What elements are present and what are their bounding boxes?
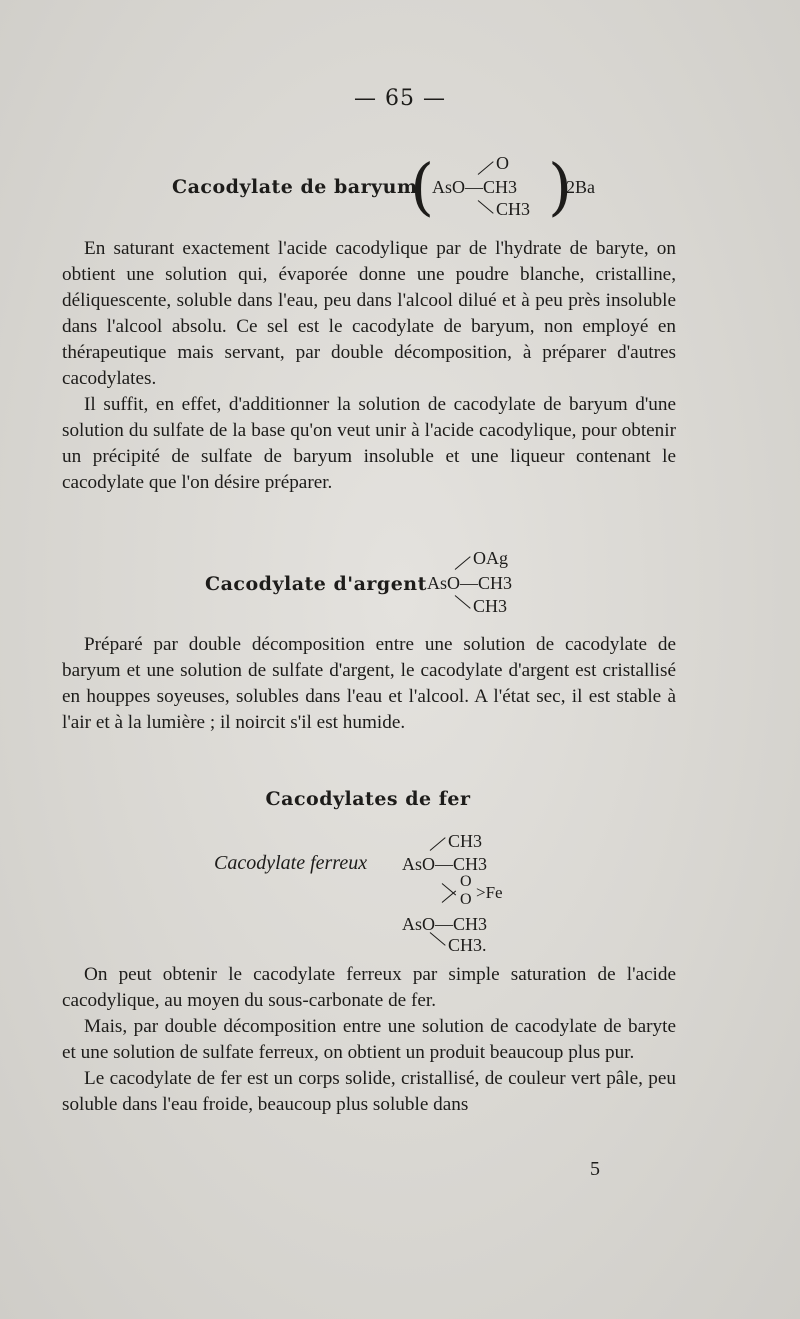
right-paren: ) bbox=[548, 150, 573, 223]
formula-o-upper: O bbox=[460, 873, 472, 890]
paragraph: On peut obtenir le cacodylate ferreux par simple saturation de l'acide cacodylique, au moyen du sous-carbonate de fer. bbox=[62, 964, 676, 1011]
signature-mark: 5 bbox=[590, 1158, 600, 1180]
section-title-argent: Cacodylate d'argent bbox=[205, 573, 427, 595]
formula-o-lower: O bbox=[460, 891, 472, 908]
formula-line5: AsO—CH3 bbox=[402, 914, 488, 934]
formula-fe: >Fe bbox=[476, 883, 503, 902]
paragraph: Il suffit, en effet, d'additionner la solution de cacodylate de baryum d'une solution du sulfate de la base qu'on veut unir à l'acide cacodylique, pour obtenir un précipité de sulfate de baryum insoluble et une liqueur contenant le cacodylate que l'on désire préparer. bbox=[62, 394, 676, 493]
formula-bottom: CH3 bbox=[473, 596, 508, 616]
formula-ferreux bbox=[400, 828, 560, 958]
section1-text bbox=[62, 236, 676, 496]
paragraph: Le cacodylate de fer est un corps solide, cristallisé, de couleur vert pâle, peu soluble dans l'eau froide, beaucoup plus soluble dans bbox=[62, 1068, 676, 1115]
paragraph: Préparé par double décomposition entre une solution de cacodylate de baryum et une solution de sulfate d'argent, le cacodylate d'argent est cristallisé en houppes soyeuses, solubles dans l'eau et l'alcool. A l'état sec, il est stable à l'air et à la lumière ; il noircit s'il est humide. bbox=[62, 634, 676, 733]
paragraph: Mais, par double décomposition entre une solution de cacodylate de baryte et une solution de sulfate ferreux, on obtient un produit beaucoup plus pur. bbox=[62, 1016, 676, 1063]
section2-text bbox=[62, 632, 676, 736]
formula-line2: AsO—CH3 bbox=[402, 854, 488, 874]
paragraph: En saturant exactement l'acide cacodylique par de l'hydrate de baryte, on obtient une solution qui, évaporée donne une poudre blanche, cristalline, déliquescente, soluble dans l'eau, peu dans l'alcool dilué et à peu près insoluble dans l'alcool absolu. Ce sel est le cacodylate de baryum, non employé en thérapeutique mais servant, par double décomposition, à préparer d'autres cacodylates. bbox=[62, 238, 676, 389]
subtitle-ferreux: Cacodylate ferreux bbox=[214, 852, 368, 874]
formula-top: O bbox=[496, 153, 509, 173]
section3-text bbox=[62, 962, 676, 1118]
formula-argent bbox=[425, 545, 575, 617]
formula-outside: 2Ba bbox=[566, 177, 595, 197]
formula-line6: CH3. bbox=[448, 935, 487, 955]
formula-bottom: CH3 bbox=[496, 199, 531, 219]
left-paren: ( bbox=[410, 150, 435, 223]
section-title-fer: Cacodylates de fer bbox=[265, 788, 471, 810]
formula-line1: CH3 bbox=[448, 831, 483, 851]
page-number: — 65 — bbox=[354, 86, 446, 111]
formula-baryum bbox=[410, 150, 610, 230]
section-title-baryum: Cacodylate de baryum bbox=[172, 176, 418, 198]
formula-middle: AsO—CH3 bbox=[432, 177, 518, 197]
formula-middle: AsO—CH3 bbox=[427, 573, 513, 593]
formula-top: OAg bbox=[473, 548, 508, 568]
